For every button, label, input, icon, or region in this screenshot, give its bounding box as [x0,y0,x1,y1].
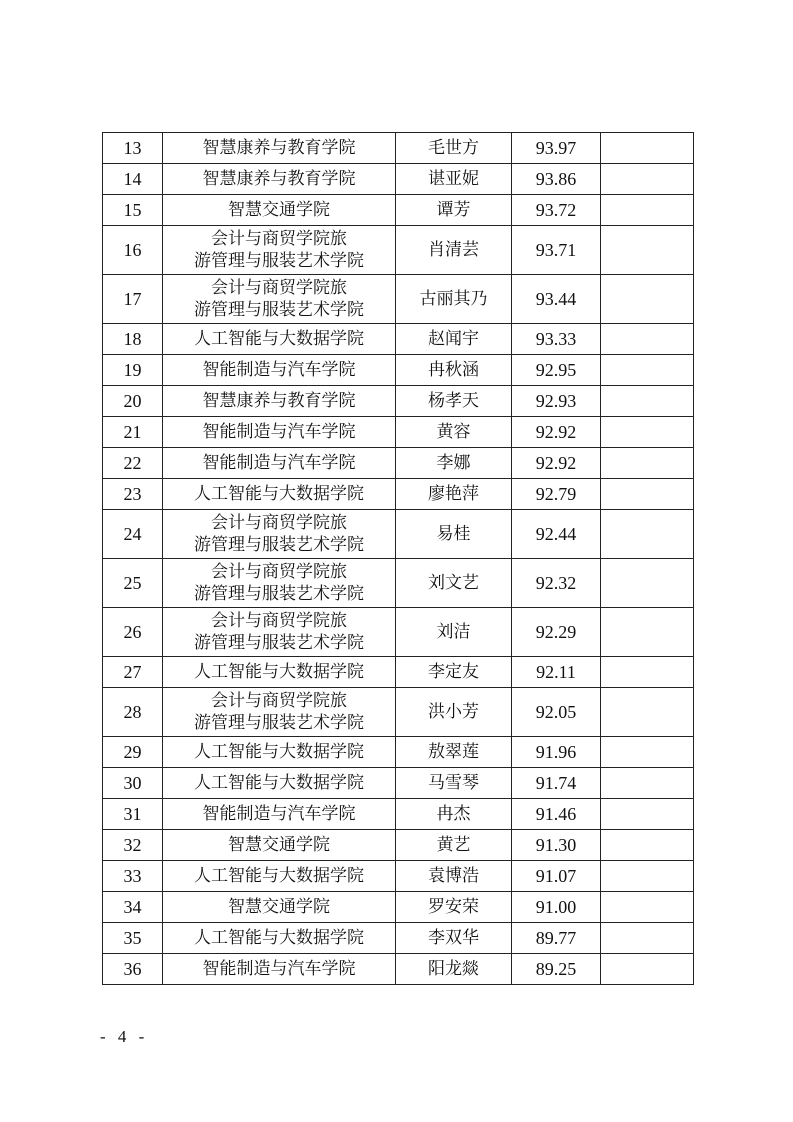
college-name-line: 会计与商贸学院旅 [211,513,347,533]
student-name-cell: 黄艺 [396,830,512,861]
college-name-line: 智慧交通学院 [228,200,330,220]
college-name-line: 游管理与服装艺术学院 [194,713,364,733]
remark-cell [601,275,694,324]
remark-cell [601,861,694,892]
remark-cell [601,657,694,688]
college-name-line: 会计与商贸学院旅 [211,611,347,631]
college-cell [163,386,396,417]
table-row [103,954,694,985]
college-name-line: 人工智能与大数据学院 [194,484,364,504]
college-name-line: 游管理与服装艺术学院 [194,251,364,271]
score-cell: 91.07 [512,861,601,892]
score-cell: 92.05 [512,688,601,737]
table-row [103,195,694,226]
row-number-cell: 19 [103,355,163,386]
remark-cell [601,479,694,510]
row-number-cell: 33 [103,861,163,892]
row-number-cell: 17 [103,275,163,324]
score-cell: 92.44 [512,510,601,559]
student-name-cell: 杨孝天 [396,386,512,417]
college-name-line: 智慧交通学院 [228,897,330,917]
college-name-line: 人工智能与大数据学院 [194,662,364,682]
row-number-cell: 15 [103,195,163,226]
row-number-cell: 29 [103,737,163,768]
row-number-cell: 21 [103,417,163,448]
table-row [103,608,694,657]
college-name-line: 智能制造与汽车学院 [202,959,356,979]
remark-cell [601,386,694,417]
score-cell: 92.92 [512,417,601,448]
college-cell [163,448,396,479]
score-cell: 91.74 [512,768,601,799]
student-name-cell: 马雪琴 [396,768,512,799]
score-cell: 93.33 [512,324,601,355]
college-cell [163,226,396,275]
college-name-line: 智慧康养与教育学院 [202,138,356,158]
row-number-cell: 16 [103,226,163,275]
remark-cell [601,324,694,355]
student-name-cell: 洪小芳 [396,688,512,737]
college-name-line: 智慧康养与教育学院 [202,169,356,189]
table-row [103,510,694,559]
college-name-line: 智慧康养与教育学院 [202,391,356,411]
row-number-cell: 20 [103,386,163,417]
remark-cell [601,737,694,768]
student-name-cell: 李双华 [396,923,512,954]
student-name-cell: 毛世方 [396,133,512,164]
table-row [103,830,694,861]
remark-cell [601,954,694,985]
college-name-line: 人工智能与大数据学院 [194,773,364,793]
student-name-cell: 黄容 [396,417,512,448]
table-row [103,164,694,195]
college-name-line: 人工智能与大数据学院 [194,742,364,762]
row-number-cell: 13 [103,133,163,164]
table-row [103,737,694,768]
remark-cell [601,830,694,861]
student-name-cell: 廖艳萍 [396,479,512,510]
table-row [103,386,694,417]
score-cell: 91.96 [512,737,601,768]
score-cell: 92.11 [512,657,601,688]
student-name-cell: 罗安荣 [396,892,512,923]
score-cell: 91.46 [512,799,601,830]
college-name-line: 智能制造与汽车学院 [202,360,356,380]
score-cell: 93.44 [512,275,601,324]
college-cell [163,195,396,226]
table-row [103,657,694,688]
row-number-cell: 24 [103,510,163,559]
student-name-cell: 冉杰 [396,799,512,830]
score-cell: 92.29 [512,608,601,657]
score-cell: 93.86 [512,164,601,195]
college-cell [163,324,396,355]
table-row [103,133,694,164]
row-number-cell: 18 [103,324,163,355]
college-cell [163,861,396,892]
score-cell: 89.77 [512,923,601,954]
remark-cell [601,226,694,275]
table-row [103,275,694,324]
remark-cell [601,688,694,737]
row-number-cell: 28 [103,688,163,737]
college-name-line: 智慧交通学院 [228,835,330,855]
remark-cell [601,559,694,608]
college-cell [163,768,396,799]
score-cell: 93.71 [512,226,601,275]
student-name-cell: 赵闻宇 [396,324,512,355]
college-cell [163,608,396,657]
remark-cell [601,417,694,448]
table-row [103,768,694,799]
remark-cell [601,133,694,164]
college-cell [163,275,396,324]
student-name-cell: 敖翠莲 [396,737,512,768]
row-number-cell: 34 [103,892,163,923]
row-number-cell: 22 [103,448,163,479]
college-cell [163,164,396,195]
college-cell [163,892,396,923]
student-name-cell: 刘文艺 [396,559,512,608]
student-name-cell: 李定友 [396,657,512,688]
score-cell: 89.25 [512,954,601,985]
student-name-cell: 谌亚妮 [396,164,512,195]
score-table-body [103,133,694,985]
college-cell [163,479,396,510]
student-name-cell: 易桂 [396,510,512,559]
college-name-line: 智能制造与汽车学院 [202,453,356,473]
row-number-cell: 31 [103,799,163,830]
student-name-cell: 肖清芸 [396,226,512,275]
table-row [103,892,694,923]
college-cell [163,355,396,386]
score-cell: 92.92 [512,448,601,479]
student-name-cell: 谭芳 [396,195,512,226]
row-number-cell: 25 [103,559,163,608]
score-cell: 93.97 [512,133,601,164]
college-name-line: 会计与商贸学院旅 [211,562,347,582]
row-number-cell: 14 [103,164,163,195]
row-number-cell: 32 [103,830,163,861]
college-name-line: 会计与商贸学院旅 [211,278,347,298]
college-name-line: 人工智能与大数据学院 [194,928,364,948]
college-cell [163,688,396,737]
college-name-line: 游管理与服装艺术学院 [194,584,364,604]
college-name-line: 会计与商贸学院旅 [211,229,347,249]
college-cell [163,954,396,985]
remark-cell [601,892,694,923]
student-name-cell: 袁博浩 [396,861,512,892]
table-row [103,799,694,830]
row-number-cell: 23 [103,479,163,510]
college-name-line: 智能制造与汽车学院 [202,422,356,442]
college-name-line: 会计与商贸学院旅 [211,691,347,711]
score-table [102,132,694,985]
score-cell: 91.30 [512,830,601,861]
row-number-cell: 35 [103,923,163,954]
student-name-cell: 古丽其乃 [396,275,512,324]
row-number-cell: 30 [103,768,163,799]
remark-cell [601,355,694,386]
remark-cell [601,608,694,657]
college-name-line: 游管理与服装艺术学院 [194,633,364,653]
student-name-cell: 冉秋涵 [396,355,512,386]
row-number-cell: 27 [103,657,163,688]
page-number: - 4 - [100,1027,149,1046]
college-name-line: 游管理与服装艺术学院 [194,535,364,555]
remark-cell [601,768,694,799]
row-number-cell: 36 [103,954,163,985]
college-name-line: 智能制造与汽车学院 [202,804,356,824]
table-row [103,355,694,386]
college-cell [163,510,396,559]
college-cell [163,417,396,448]
remark-cell [601,195,694,226]
college-cell [163,830,396,861]
college-cell [163,923,396,954]
college-cell [163,799,396,830]
table-row [103,417,694,448]
college-cell [163,657,396,688]
score-cell: 93.72 [512,195,601,226]
table-row [103,448,694,479]
remark-cell [601,510,694,559]
college-name-line: 人工智能与大数据学院 [194,329,364,349]
college-name-line: 人工智能与大数据学院 [194,866,364,886]
remark-cell [601,164,694,195]
table-row [103,226,694,275]
score-cell: 92.93 [512,386,601,417]
table-row [103,923,694,954]
student-name-cell: 李娜 [396,448,512,479]
score-cell: 92.79 [512,479,601,510]
college-name-line: 游管理与服装艺术学院 [194,300,364,320]
remark-cell [601,448,694,479]
table-row [103,324,694,355]
college-cell [163,133,396,164]
student-name-cell: 阳龙燚 [396,954,512,985]
remark-cell [601,799,694,830]
score-cell: 92.32 [512,559,601,608]
score-cell: 91.00 [512,892,601,923]
table-row [103,861,694,892]
row-number-cell: 26 [103,608,163,657]
table-row [103,688,694,737]
remark-cell [601,923,694,954]
score-cell: 92.95 [512,355,601,386]
college-cell [163,737,396,768]
table-row [103,559,694,608]
college-cell [163,559,396,608]
table-row [103,479,694,510]
student-name-cell: 刘洁 [396,608,512,657]
